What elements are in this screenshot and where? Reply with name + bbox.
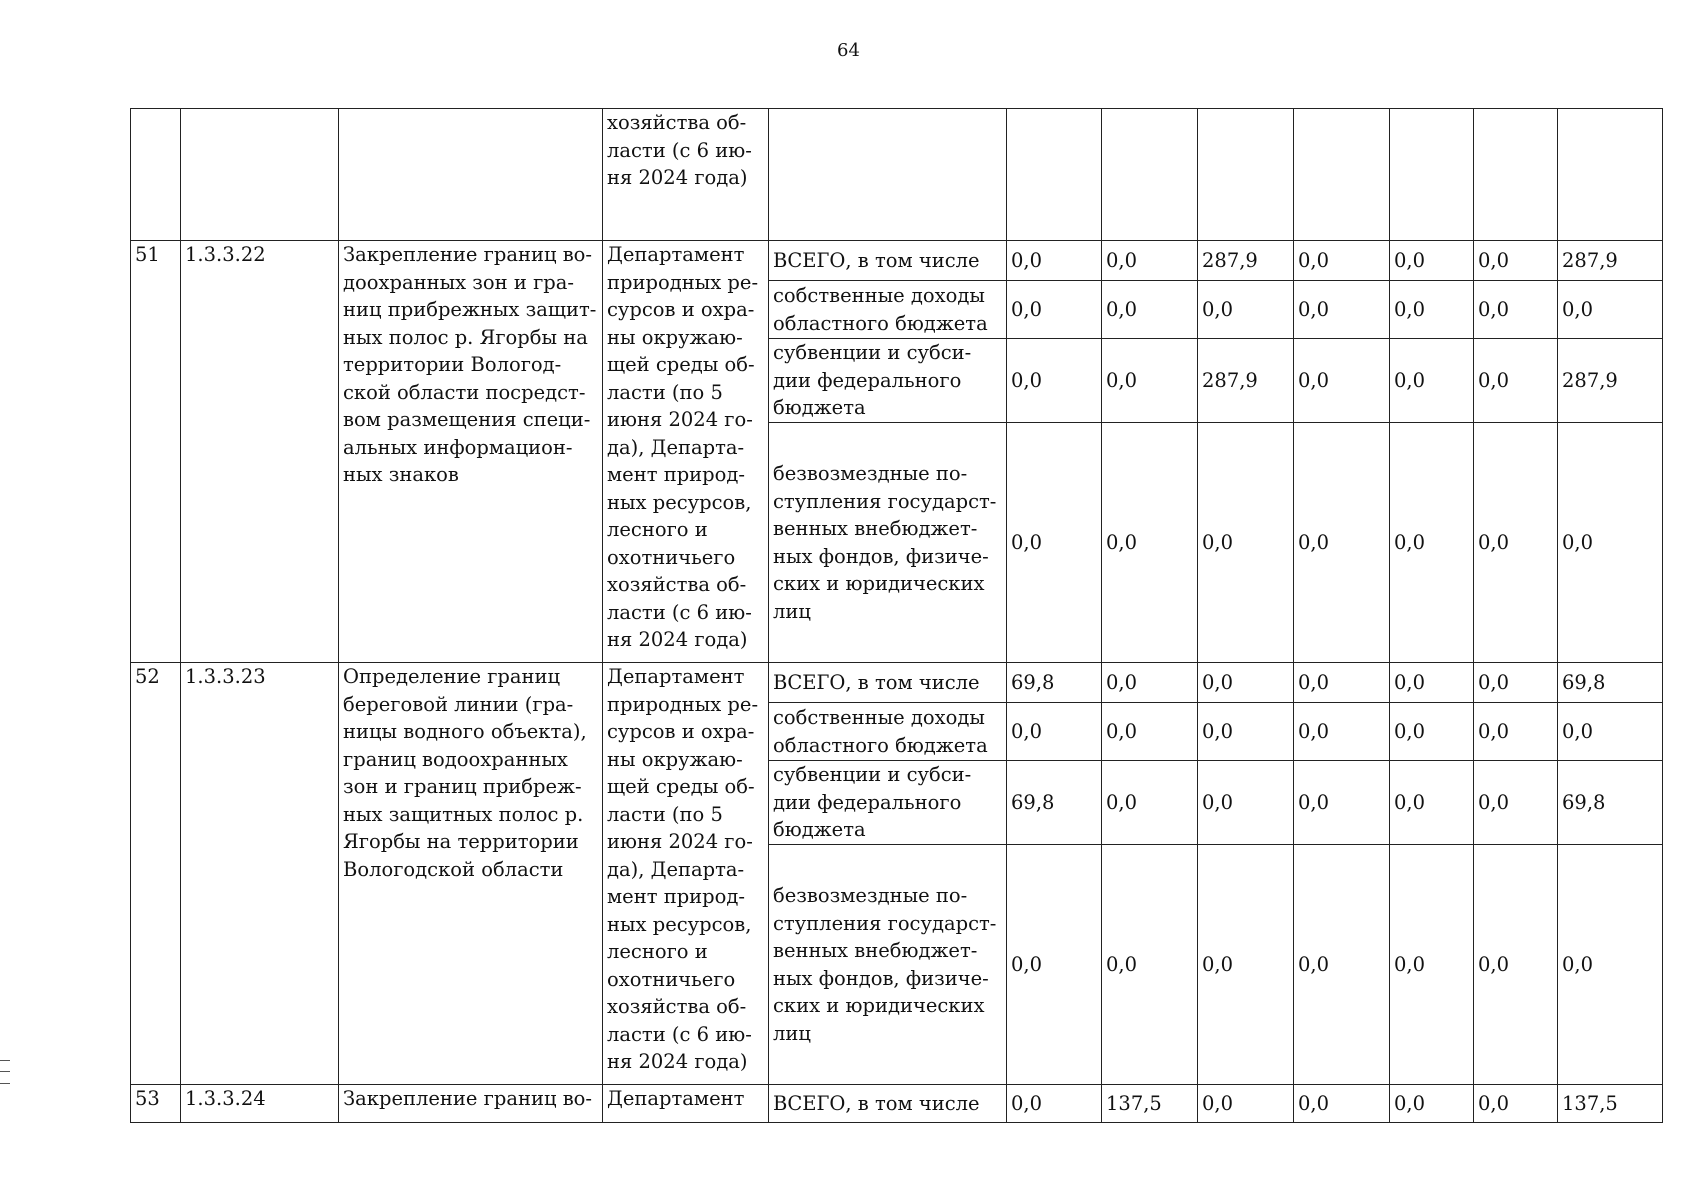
- value-cell: 0,0: [1474, 423, 1558, 663]
- value-cell: 0,0: [1474, 241, 1558, 281]
- value-cell: 0,0: [1102, 423, 1198, 663]
- row-name: Определение границ береговой линии (гра- ницы водного объекта), границ водоохранных зон и границ прибреж- ных защитных полос р. Ягорбы на территории Вологодской области: [339, 663, 603, 1085]
- value-cell: [1007, 109, 1102, 241]
- value-cell: 0,0: [1294, 761, 1390, 845]
- value-cell: 287,9: [1558, 339, 1663, 423]
- value-cell: 0,0: [1294, 1085, 1390, 1123]
- value-cell: 0,0: [1474, 761, 1558, 845]
- value-cell: 0,0: [1102, 761, 1198, 845]
- value-cell: 0,0: [1294, 339, 1390, 423]
- value-cell: 0,0: [1007, 845, 1102, 1085]
- value-cell: [1102, 109, 1198, 241]
- value-cell: 0,0: [1390, 845, 1474, 1085]
- code-cell: [181, 109, 339, 241]
- name-cell: [339, 109, 603, 241]
- value-cell: 69,8: [1558, 761, 1663, 845]
- value-cell: 0,0: [1102, 241, 1198, 281]
- budget-table: [130, 108, 1663, 1123]
- value-cell: 0,0: [1474, 339, 1558, 423]
- value-cell: 0,0: [1198, 281, 1294, 339]
- value-cell: 0,0: [1007, 703, 1102, 761]
- value-cell: 69,8: [1007, 663, 1102, 703]
- value-cell: 137,5: [1102, 1085, 1198, 1123]
- source-label: субвенции и субси- дии федерального бюджета: [769, 339, 1007, 423]
- value-cell: 0,0: [1007, 241, 1102, 281]
- source-label: безвозмездные по- ступления государст- венных внебюджет- ных фондов, физиче- ских и юридических лиц: [769, 423, 1007, 663]
- value-cell: 0,0: [1007, 423, 1102, 663]
- row-name: Закрепление границ во- доохранных зон и гра- ниц прибрежных защит- ных полос р. Ягорбы на территории Вологод- ской области посредст- вом размещения специ- альных информацион- ных знаков: [339, 241, 603, 663]
- value-cell: 0,0: [1558, 423, 1663, 663]
- value-cell: 0,0: [1294, 423, 1390, 663]
- value-cell: 287,9: [1198, 241, 1294, 281]
- value-cell: 0,0: [1474, 1085, 1558, 1123]
- value-cell: 0,0: [1198, 663, 1294, 703]
- value-cell: 0,0: [1198, 1085, 1294, 1123]
- source-label: ВСЕГО, в том числе: [769, 663, 1007, 703]
- value-cell: 0,0: [1558, 845, 1663, 1085]
- row-department: Департамент природных ре- сурсов и охра- ны окружаю- щей среды об- ласти (по 5 июня 2024 го- да), Департа- мент природ- ных ресурсов, лесного и охотничьего хозяйства об- ласти (с 6 ию- ня 2024 года): [603, 663, 769, 1085]
- margin-mark: [0, 1060, 10, 1084]
- value-cell: 0,0: [1102, 703, 1198, 761]
- value-cell: 0,0: [1102, 845, 1198, 1085]
- row-code: 1.3.3.24: [181, 1085, 339, 1123]
- value-cell: 0,0: [1474, 663, 1558, 703]
- value-cell: 0,0: [1198, 761, 1294, 845]
- value-cell: 0,0: [1102, 339, 1198, 423]
- value-cell: 0,0: [1102, 281, 1198, 339]
- row-number: 51: [131, 241, 181, 663]
- num-cell: [131, 109, 181, 241]
- page-number: 64: [837, 40, 860, 61]
- value-cell: 0,0: [1474, 703, 1558, 761]
- value-cell: 0,0: [1390, 423, 1474, 663]
- source-label: ВСЕГО, в том числе: [769, 1085, 1007, 1123]
- value-cell: 0,0: [1390, 281, 1474, 339]
- source-label: субвенции и субси- дии федерального бюджета: [769, 761, 1007, 845]
- value-cell: 69,8: [1007, 761, 1102, 845]
- value-cell: [1558, 109, 1663, 241]
- row-code: 1.3.3.23: [181, 663, 339, 1085]
- value-cell: [1390, 109, 1474, 241]
- value-cell: 0,0: [1198, 423, 1294, 663]
- value-cell: 287,9: [1198, 339, 1294, 423]
- value-cell: 0,0: [1198, 845, 1294, 1085]
- value-cell: 0,0: [1390, 761, 1474, 845]
- value-cell: 0,0: [1007, 281, 1102, 339]
- source-label: ВСЕГО, в том числе: [769, 241, 1007, 281]
- row-code: 1.3.3.22: [181, 241, 339, 663]
- value-cell: [1474, 109, 1558, 241]
- table-row-continuation: [131, 109, 1663, 241]
- value-cell: 0,0: [1390, 339, 1474, 423]
- table-row: [131, 241, 1663, 281]
- value-cell: 0,0: [1007, 1085, 1102, 1123]
- value-cell: 0,0: [1390, 663, 1474, 703]
- source-label: собственные доходы областного бюджета: [769, 281, 1007, 339]
- value-cell: 0,0: [1474, 845, 1558, 1085]
- value-cell: 0,0: [1390, 241, 1474, 281]
- value-cell: 0,0: [1294, 663, 1390, 703]
- row-department: Департамент: [603, 1085, 769, 1123]
- value-cell: 0,0: [1198, 703, 1294, 761]
- table-row: [131, 663, 1663, 703]
- value-cell: 0,0: [1294, 703, 1390, 761]
- department-cell: хозяйства об- ласти (с 6 ию- ня 2024 года): [603, 109, 769, 241]
- value-cell: 0,0: [1474, 281, 1558, 339]
- row-name: Закрепление границ во-: [339, 1085, 603, 1123]
- source-label: собственные доходы областного бюджета: [769, 703, 1007, 761]
- value-cell: 287,9: [1558, 241, 1663, 281]
- value-cell: [1198, 109, 1294, 241]
- value-cell: 0,0: [1390, 703, 1474, 761]
- value-cell: 0,0: [1390, 1085, 1474, 1123]
- value-cell: 0,0: [1294, 845, 1390, 1085]
- value-cell: 0,0: [1294, 241, 1390, 281]
- value-cell: 69,8: [1558, 663, 1663, 703]
- value-cell: 137,5: [1558, 1085, 1663, 1123]
- source-label: безвозмездные по- ступления государст- венных внебюджет- ных фондов, физиче- ских и юридических лиц: [769, 845, 1007, 1085]
- value-cell: 0,0: [1558, 703, 1663, 761]
- table-row: [131, 1085, 1663, 1123]
- value-cell: 0,0: [1102, 663, 1198, 703]
- value-cell: 0,0: [1558, 281, 1663, 339]
- source-cell: [769, 109, 1007, 241]
- value-cell: [1294, 109, 1390, 241]
- row-department: Департамент природных ре- сурсов и охра- ны окружаю- щей среды об- ласти (по 5 июня 2024 го- да), Департа- мент природ- ных ресурсов, лесного и охотничьего хозяйства об- ласти (с 6 ию- ня 2024 года): [603, 241, 769, 663]
- row-number: 53: [131, 1085, 181, 1123]
- value-cell: 0,0: [1007, 339, 1102, 423]
- value-cell: 0,0: [1294, 281, 1390, 339]
- row-number: 52: [131, 663, 181, 1085]
